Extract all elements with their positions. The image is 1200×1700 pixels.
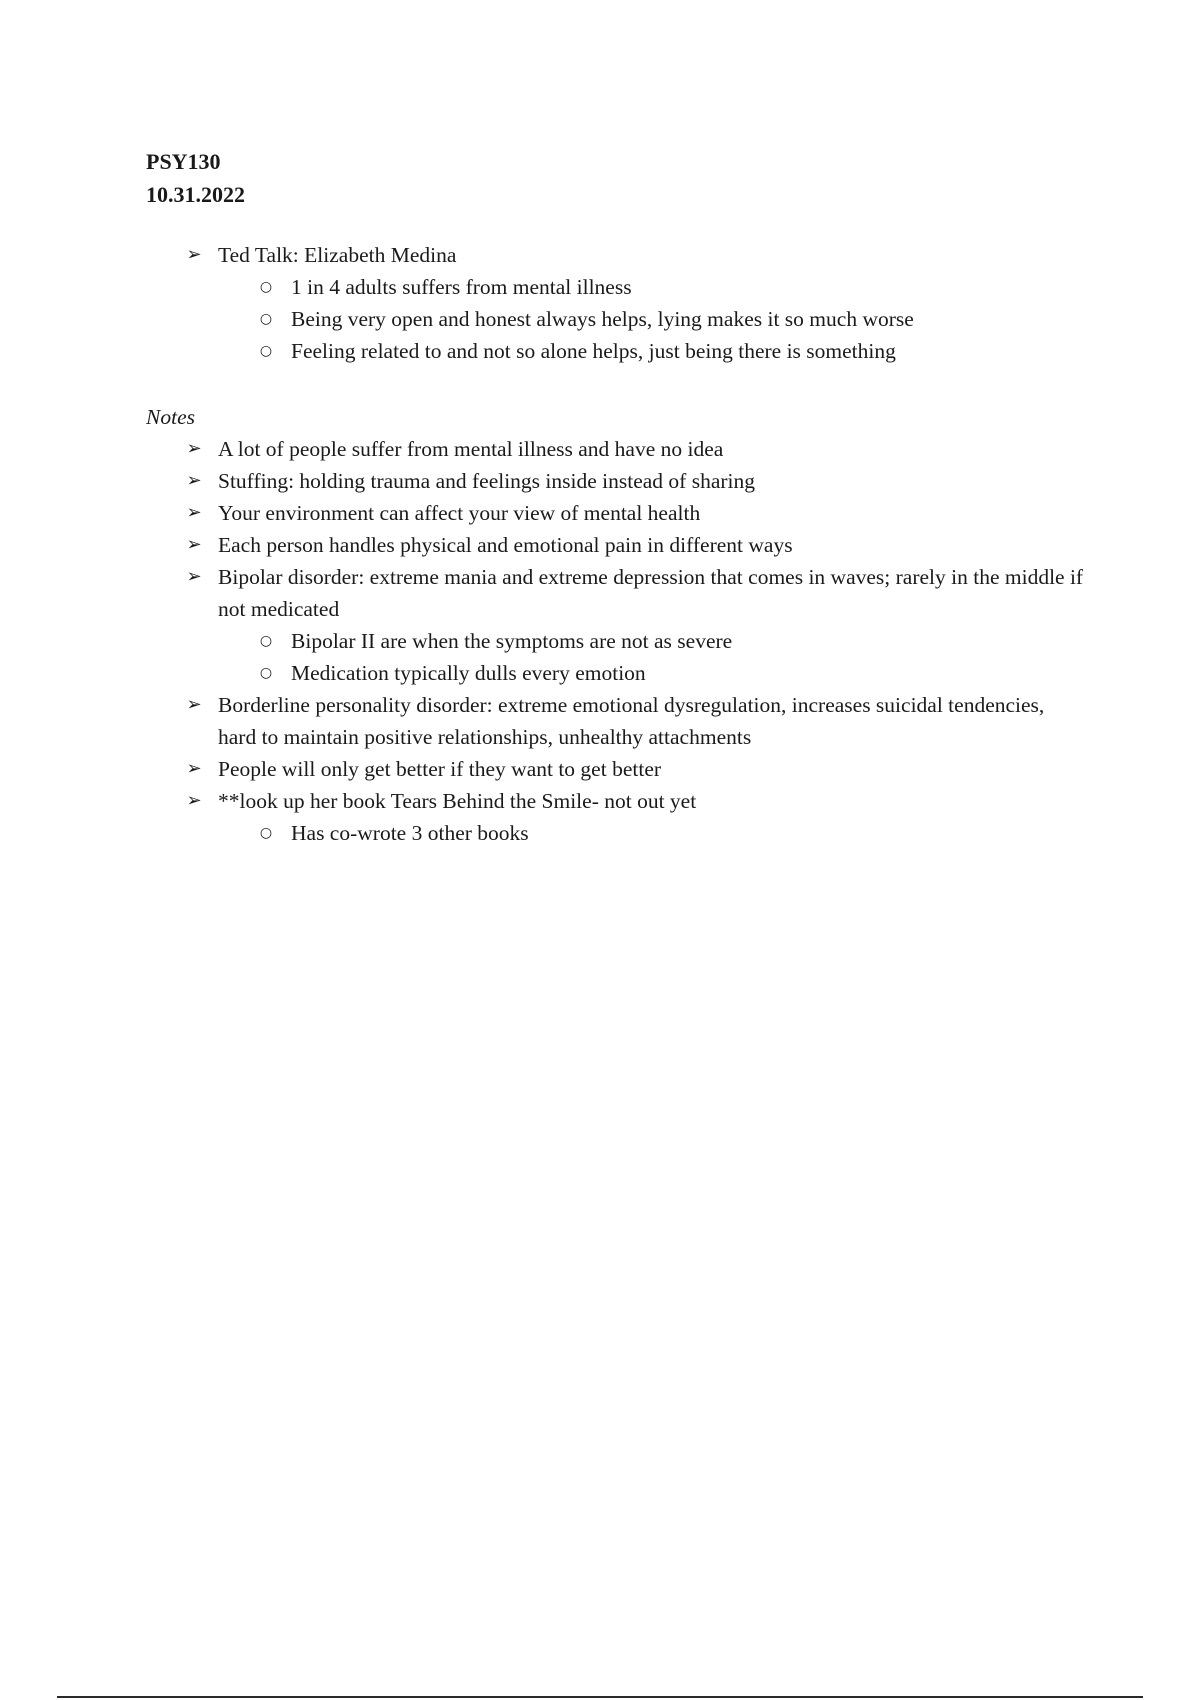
list-item-text: Stuffing: holding trauma and feelings inside instead of sharing (218, 469, 756, 493)
arrowhead-bullet-icon: ➢ (186, 758, 202, 779)
arrowhead-bullet-icon: ➢ (186, 438, 202, 459)
list-item (218, 271, 1086, 303)
bipolar-sub-list (218, 625, 1086, 689)
page-bottom-divider (57, 1696, 1143, 1698)
list-item-text: Medication typically dulls every emotion (291, 661, 646, 685)
ted-talk-section (146, 239, 1086, 367)
ted-talk-points (218, 271, 1086, 367)
list-item-text: Borderline personality disorder: extreme emotional dysregulation, increases suicidal tendencies, hard to maintain positive relationships, unhealthy attachments (218, 693, 1045, 749)
hollow-circle-bullet-icon: ○ (259, 343, 273, 359)
list-item-text: 1 in 4 adults suffers from mental illness (291, 275, 632, 299)
list-item-text: Each person handles physical and emotional pain in different ways (218, 533, 793, 557)
ted-talk-list (146, 239, 1086, 367)
list-item-text: Bipolar disorder: extreme mania and extreme depression that comes in waves; rarely in the middle if not medicated (218, 565, 1084, 621)
list-item-text: Your environment can affect your view of mental health (218, 501, 701, 525)
hollow-circle-bullet-icon: ○ (259, 633, 273, 649)
notes-heading: Notes (146, 405, 195, 429)
list-item (218, 657, 1086, 689)
list-item (146, 561, 1086, 689)
arrowhead-bullet-icon: ➢ (186, 502, 202, 523)
note-date: 10.31.2022 (146, 182, 245, 207)
list-item (218, 625, 1086, 657)
notes-section (146, 401, 1086, 849)
arrowhead-bullet-icon: ➢ (186, 694, 202, 715)
list-item-text: Being very open and honest always helps, lying makes it so much worse (291, 307, 914, 331)
hollow-circle-bullet-icon: ○ (259, 279, 273, 295)
list-item (146, 753, 1086, 785)
list-item (218, 335, 1086, 367)
list-item-text: Bipolar II are when the symptoms are not as severe (291, 629, 733, 653)
book-sub-list (218, 817, 1086, 849)
list-item-text: Has co-wrote 3 other books (291, 821, 529, 845)
arrowhead-bullet-icon: ➢ (186, 566, 202, 587)
list-item-text: A lot of people suffer from mental illness and have no idea (218, 437, 724, 461)
list-item (218, 303, 1086, 335)
list-item-text: People will only get better if they want to get better (218, 757, 662, 781)
list-item (146, 785, 1086, 849)
document-header (146, 145, 245, 211)
list-item (146, 529, 1086, 561)
notes-list (146, 433, 1086, 849)
ted-talk-title: Ted Talk: Elizabeth Medina (218, 243, 457, 267)
hollow-circle-bullet-icon: ○ (259, 665, 273, 681)
list-item (146, 465, 1086, 497)
list-item-text: **look up her book Tears Behind the Smile- not out yet (218, 789, 697, 813)
list-item (146, 433, 1086, 465)
list-item (146, 497, 1086, 529)
course-code: PSY130 (146, 149, 221, 174)
hollow-circle-bullet-icon: ○ (259, 825, 273, 841)
hollow-circle-bullet-icon: ○ (259, 311, 273, 327)
arrowhead-bullet-icon: ➢ (186, 534, 202, 555)
list-item (218, 817, 1086, 849)
arrowhead-bullet-icon: ➢ (186, 470, 202, 491)
list-item (146, 689, 1086, 753)
list-item-text: Feeling related to and not so alone helps, just being there is something (291, 339, 896, 363)
arrowhead-bullet-icon: ➢ (186, 790, 202, 811)
list-item (146, 239, 1086, 367)
arrowhead-bullet-icon: ➢ (186, 244, 202, 265)
